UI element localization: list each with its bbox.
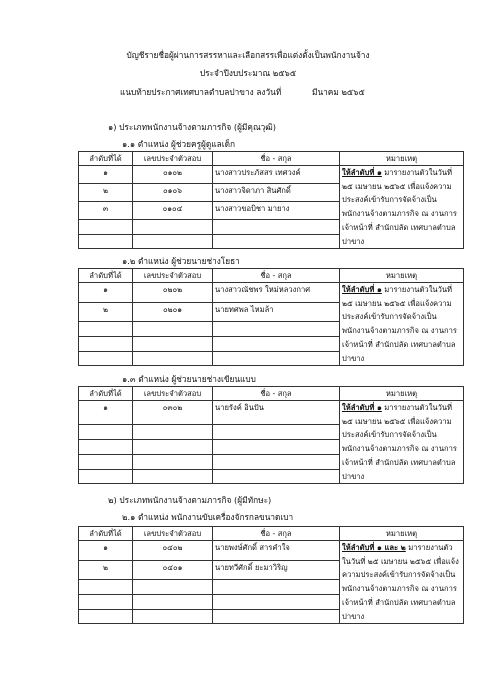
col-name: ชื่อ - สกุล: [213, 527, 340, 541]
position-title: ๑.๑ ตำแหน่ง ผู้ช่วยครูผู้ดูแลเด็ก: [122, 139, 235, 149]
position-title: ๑.๒ ตำแหน่ง ผู้ช่วยนายช่างโยธา: [122, 256, 240, 266]
rank-cell: ๑: [79, 541, 133, 561]
col-remark: หมายเหตุ: [340, 387, 464, 401]
candidate-table: [78, 386, 464, 484]
exam-id-cell: ๐๑๐๔: [133, 201, 213, 219]
exam-id-cell: ๐๔๐๑: [133, 560, 213, 580]
candidate-table: [78, 151, 464, 249]
remark-text: มารายงานตัวในวันที่ ๒๕ เมษายน ๒๕๖๕ เพื่อแจ้งความประสงค์เข้ารับการจัดจ้างเป็นพนักงานจ้างตามภารกิจ ณ งานการเจ้าหน้าที่ สำนักปลัด เทศบาลตำบลปาขาง: [342, 285, 457, 363]
remark-cell: [340, 166, 464, 249]
rank-cell: ๑: [79, 283, 133, 303]
col-rank: ลำดับที่ได้: [79, 387, 133, 401]
rank-cell: ๑: [79, 401, 133, 425]
col-rank: ลำดับที่ได้: [79, 269, 133, 283]
table-row: [79, 401, 464, 425]
rank-cell: ๑: [79, 166, 133, 184]
fiscal-year: ประจำปีงบประมาณ ๒๕๖๕: [199, 68, 297, 78]
announcement-date: มีนาคม ๒๕๖๕: [312, 87, 365, 97]
section-heading: ๑) ประเภทพนักงานจ้างตามภารกิจ (ผู้มีคุณวุฒิ): [108, 122, 277, 132]
col-exam-id: เลขประจำตัวสอบ: [133, 387, 213, 401]
name-cell: นายพงษ์ศักดิ์ สารคำใจ: [213, 541, 340, 561]
position-title: ๑.๓ ตำแหน่ง ผู้ช่วยนายช่างเขียนแบบ: [122, 374, 256, 384]
table-header-row: [79, 269, 464, 283]
doc-title: บัญชีรายชื่อผู้ผ่านการสรรหาและเลือกสรรเพื่อแต่งตั้งเป็นพนักงานจ้าง: [126, 50, 370, 60]
candidate-table: [78, 526, 464, 624]
announcement-ref: แนบท้ายประกาศเทศบาลตำบลปาขาง ลงวันที่: [120, 87, 282, 97]
col-remark: หมายเหตุ: [340, 152, 464, 166]
exam-id-cell: ๐๒๐๒: [133, 283, 213, 303]
remark-lead: ให้ลำดับที่ ๑: [342, 168, 382, 177]
exam-id-cell: ๐๑๐๒: [133, 166, 213, 184]
name-cell: นางสาวประภัสสร เทศวงค์: [213, 166, 340, 184]
rank-cell: ๓: [79, 201, 133, 219]
remark-lead: ให้ลำดับที่ ๑ และ ๒: [342, 543, 406, 552]
exam-id-cell: ๐๓๐๒: [133, 401, 213, 425]
remark-text: มารายงานตัวในวันที่ ๒๕ เมษายน ๒๕๖๕ เพื่อแจ้งความประสงค์เข้ารับการจัดจ้างเป็นพนักงานจ้างตามภารกิจ ณ งานการเจ้าหน้าที่ สำนักปลัด เทศบาลตำบลปาขาง: [342, 543, 459, 621]
table-header-row: [79, 527, 464, 541]
exam-id-cell: ๐๔๐๒: [133, 541, 213, 561]
table-header-row: [79, 152, 464, 166]
name-cell: นางสาวจิดาภา สินศักดิ์: [213, 183, 340, 201]
name-cell: นายทศพล ไหมล้า: [213, 302, 340, 322]
col-rank: ลำดับที่ได้: [79, 152, 133, 166]
table-header-row: [79, 387, 464, 401]
col-exam-id: เลขประจำตัวสอบ: [133, 269, 213, 283]
table-row: [79, 541, 464, 561]
remark-text: มารายงานตัวในวันที่ ๒๕ เมษายน ๒๕๖๕ เพื่อแจ้งความประสงค์เข้ารับการจัดจ้างเป็นพนักงานจ้างตามภารกิจ ณ งานการเจ้าหน้าที่ สำนักปลัด เทศบาลตำบลปาขาง: [342, 168, 457, 246]
col-rank: ลำดับที่ได้: [79, 527, 133, 541]
position-title: ๒.๑ ตำแหน่ง พนักงานขับเครื่องจักรกลขนาดเบา: [122, 512, 294, 522]
exam-id-cell: ๐๑๐๖: [133, 183, 213, 201]
name-cell: นางสาวขอบิชา มายาง: [213, 201, 340, 219]
remark-text: มารายงานตัวในวันที่ ๒๕ เมษายน ๒๕๖๕ เพื่อแจ้งความประสงค์เข้ารับการจัดจ้างเป็นพนักงานจ้างตามภารกิจ ณ งานการเจ้าหน้าที่ สำนักปลัด เทศบาลตำบลปาขาง: [342, 403, 457, 481]
name-cell: นายรังค์ อินปัน: [213, 401, 340, 425]
col-exam-id: เลขประจำตัวสอบ: [133, 527, 213, 541]
remark-cell: [340, 541, 464, 624]
candidate-table: [78, 268, 464, 366]
rank-cell: ๒: [79, 183, 133, 201]
name-cell: นายทวีศักดิ์ ยะมาวิริญ: [213, 560, 340, 580]
remark-cell: [340, 401, 464, 484]
remark-lead: ให้ลำดับที่ ๑: [342, 285, 382, 294]
col-remark: หมายเหตุ: [340, 269, 464, 283]
col-remark: หมายเหตุ: [340, 527, 464, 541]
table-row: [79, 283, 464, 303]
col-exam-id: เลขประจำตัวสอบ: [133, 152, 213, 166]
section-heading: ๒) ประเภทพนักงานจ้างตามภารกิจ (ผู้มีทักษะ): [108, 495, 272, 505]
remark-cell: [340, 283, 464, 366]
col-name: ชื่อ - สกุล: [213, 269, 340, 283]
rank-cell: ๒: [79, 302, 133, 322]
table-row: [79, 166, 464, 184]
name-cell: นางสาวณัชพร ใหม่หลวงกาศ: [213, 283, 340, 303]
rank-cell: ๒: [79, 560, 133, 580]
col-name: ชื่อ - สกุล: [213, 152, 340, 166]
col-name: ชื่อ - สกุล: [213, 387, 340, 401]
remark-lead: ให้ลำดับที่ ๑: [342, 403, 382, 412]
exam-id-cell: ๐๒๐๑: [133, 302, 213, 322]
